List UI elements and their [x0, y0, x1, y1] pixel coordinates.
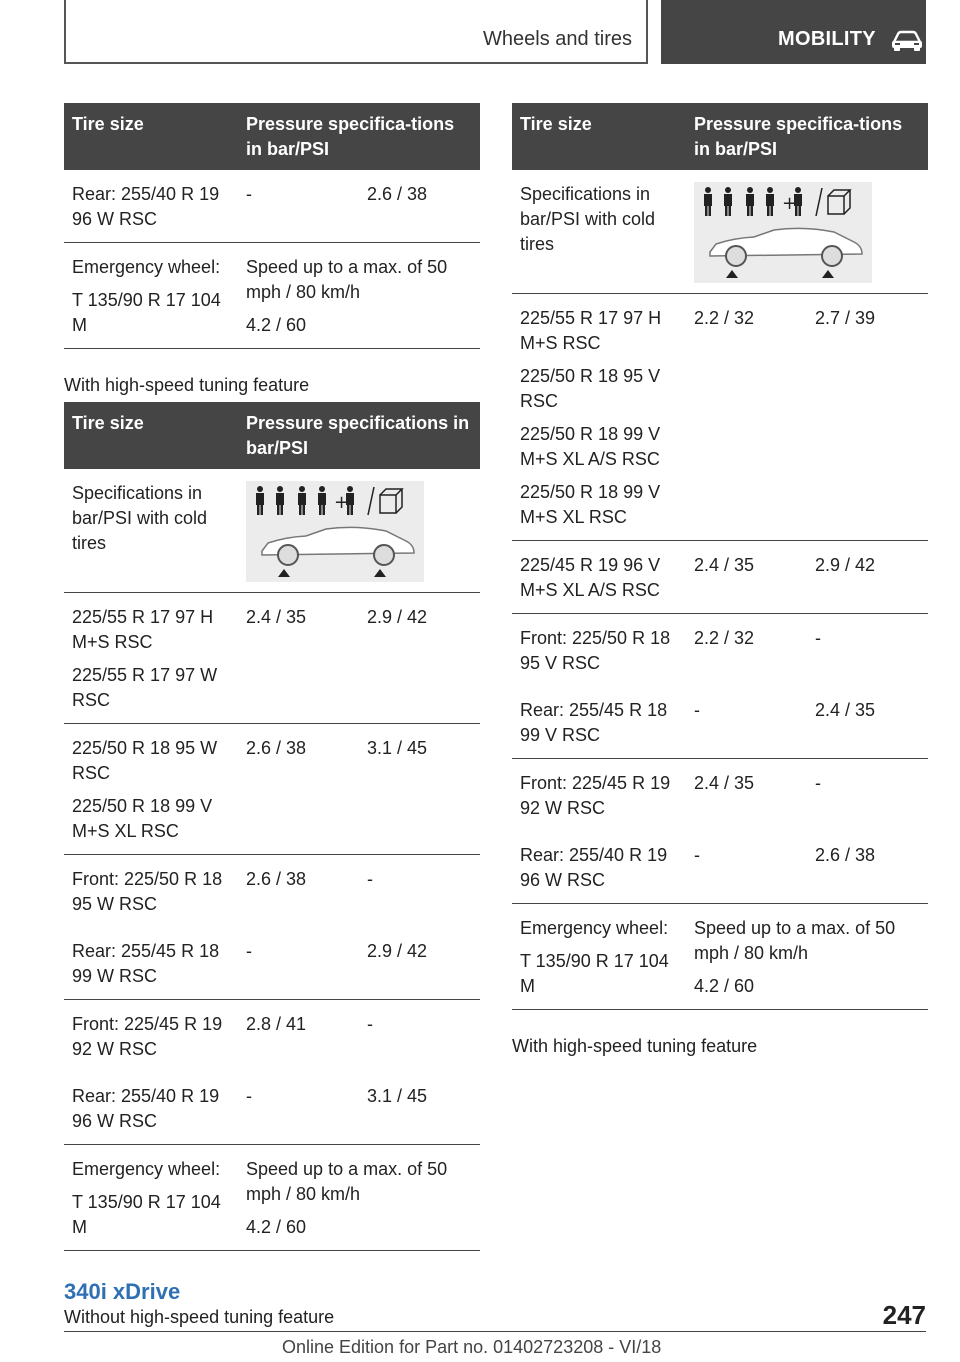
tire-size-cell — [512, 541, 686, 614]
tire-pressure-table-high-speed — [64, 402, 480, 1251]
cell-text: 2.2 / 32 — [694, 308, 755, 328]
tire-size-cell — [64, 593, 238, 724]
table-row — [512, 831, 928, 904]
table-row — [64, 170, 480, 243]
header-left-frame — [64, 0, 648, 64]
cell-text: 2.6 / 38 — [367, 184, 428, 204]
pressure-normal-cell — [686, 614, 807, 687]
person-icon — [318, 486, 326, 515]
person-icon — [276, 486, 284, 515]
pressure-loaded-cell — [359, 170, 480, 243]
tire-size-cell — [512, 759, 686, 832]
col-header-pressure: Pressure specifications in bar/PSI — [238, 402, 480, 469]
load-condition-figure — [246, 481, 424, 582]
tire-size-cell — [64, 724, 238, 855]
cell-text: 225/50 R 18 99 V M+S XL RSC — [72, 796, 213, 841]
cell-text: 2.6 / 38 — [815, 845, 876, 865]
pressure-normal-cell — [238, 170, 359, 243]
tire-size-cell — [64, 927, 238, 1000]
cell-text: Front: 225/45 R 19 92 W RSC — [520, 773, 671, 818]
left-column — [64, 103, 480, 1328]
pressure-normal-cell — [238, 1000, 359, 1073]
pressure-normal-cell — [238, 855, 359, 928]
pressure-loaded-cell — [359, 593, 480, 724]
right-column — [512, 103, 928, 1063]
tire-size-cell — [64, 1072, 238, 1145]
person-icon — [256, 486, 264, 515]
luggage-icon — [380, 489, 402, 513]
car-icon — [891, 30, 923, 52]
tire-size-cell — [64, 243, 238, 349]
svg-text:+: + — [334, 492, 350, 513]
pressure-cell — [238, 243, 480, 349]
pressure-loaded-cell — [807, 541, 928, 614]
table-header-row — [64, 103, 480, 170]
table-header-row — [64, 402, 480, 469]
cell-text: 2.4 / 35 — [815, 700, 876, 720]
cell-text: 3.1 / 45 — [367, 1086, 428, 1106]
cell-text: Front: 225/50 R 18 95 V RSC — [520, 628, 671, 673]
pressure-loaded-cell — [807, 614, 928, 687]
pressure-loaded-cell — [807, 831, 928, 904]
cell-text: - — [694, 845, 700, 865]
table-row — [64, 243, 480, 349]
tire-size-cell — [64, 1145, 238, 1251]
edition-note: Online Edition for Part no. 01402723208 - VI/18 — [282, 1337, 662, 1357]
cell-text: - — [815, 773, 821, 793]
pressure-normal-cell — [686, 686, 807, 759]
cell-text: Front: 225/50 R 18 95 W RSC — [72, 869, 223, 914]
pressure-loaded-cell — [359, 855, 480, 928]
col-header-tire-size: Tire size — [512, 103, 686, 170]
cell-text: - — [246, 941, 252, 961]
table-row — [512, 170, 928, 294]
cell-text: Speed up to a max. of 50 mph / 80 km/h — [246, 1159, 448, 1204]
cell-text: Emergency wheel: — [520, 918, 669, 938]
table-row — [512, 541, 928, 614]
pressure-cell — [238, 1145, 480, 1251]
tire-size-cell — [512, 614, 686, 687]
col-header-tire-size: Tire size — [64, 402, 238, 469]
cell-text: 2.4 / 35 — [694, 555, 755, 575]
cell-text: 225/55 R 17 97 H M+S RSC — [72, 607, 214, 652]
table-row — [64, 1072, 480, 1145]
cell-text: Rear: 255/45 R 18 99 W RSC — [72, 941, 220, 986]
high-speed-note-right: With high-speed tuning feature — [512, 1036, 758, 1056]
load-figure-cell — [238, 469, 480, 593]
chapter-title: MOBILITY — [778, 28, 876, 50]
cell-text: Rear: 255/40 R 19 96 W RSC — [520, 845, 668, 890]
cell-text: 2.4 / 35 — [694, 773, 755, 793]
pressure-normal-cell — [686, 759, 807, 832]
cell-text: Rear: 255/45 R 18 99 V RSC — [520, 700, 668, 745]
load-figure-cell — [686, 170, 928, 294]
cell-text: 2.9 / 42 — [367, 941, 428, 961]
section-title: Wheels and tires — [483, 28, 632, 50]
pressure-loaded-cell — [807, 294, 928, 541]
pressure-loaded-cell — [807, 686, 928, 759]
table-row — [512, 614, 928, 687]
cell-text: - — [367, 869, 373, 889]
table-row — [512, 759, 928, 832]
high-speed-note: With high-speed tuning feature — [64, 375, 310, 395]
table-row — [512, 686, 928, 759]
cell-text: 2.2 / 32 — [694, 628, 755, 648]
col-header-pressure: Pressure specifica-tions in bar/PSI — [238, 103, 480, 170]
cell-text: 225/50 R 18 99 V M+S XL A/S RSC — [520, 424, 661, 469]
cell-text: 2.6 / 38 — [246, 738, 307, 758]
cell-text: 2.9 / 42 — [367, 607, 428, 627]
cell-text: 225/50 R 18 99 V M+S XL RSC — [520, 482, 661, 527]
table-header-row — [512, 103, 928, 170]
cell-text: - — [694, 700, 700, 720]
load-condition-figure — [694, 182, 872, 283]
cell-text: - — [246, 184, 252, 204]
person-icon — [704, 187, 712, 216]
pressure-loaded-cell — [359, 1072, 480, 1145]
person-icon — [766, 187, 774, 216]
person-icon — [724, 187, 732, 216]
tire-size-cell — [512, 294, 686, 541]
cell-text: T 135/90 R 17 104 M — [520, 951, 669, 996]
pressure-loaded-cell — [359, 724, 480, 855]
table-row — [64, 855, 480, 928]
pressure-loaded-cell — [807, 759, 928, 832]
person-icon — [298, 486, 306, 515]
cell-text: 2.6 / 38 — [246, 869, 307, 889]
table-row — [64, 469, 480, 593]
cell-text: T 135/90 R 17 104 M — [72, 1192, 221, 1237]
table-row — [512, 904, 928, 1010]
cell-text: Rear: 255/40 R 19 96 W RSC — [72, 1086, 220, 1131]
tire-size-cell — [64, 1000, 238, 1073]
spec-label: Specifications in bar/PSI with cold tires — [64, 469, 238, 593]
tire-size-cell — [64, 855, 238, 928]
cell-text: Speed up to a max. of 50 mph / 80 km/h — [694, 918, 896, 963]
svg-text:+: + — [782, 193, 798, 214]
cell-text: 4.2 / 60 — [246, 315, 307, 335]
cell-text: 2.8 / 41 — [246, 1014, 307, 1034]
cell-text: 225/45 R 19 96 V M+S XL A/S RSC — [520, 555, 661, 600]
cell-text: 4.2 / 60 — [694, 976, 755, 996]
pressure-normal-cell — [686, 294, 807, 541]
pressure-normal-cell — [686, 541, 807, 614]
cell-text: Rear: 255/40 R 19 96 W RSC — [72, 184, 220, 229]
tire-pressure-table-continued — [64, 103, 480, 349]
pressure-normal-cell — [238, 1072, 359, 1145]
table-row — [64, 1000, 480, 1073]
table-row — [64, 927, 480, 1000]
cell-text: Speed up to a max. of 50 mph / 80 km/h — [246, 257, 448, 302]
without-high-speed-note: Without high-speed tuning feature — [64, 1307, 335, 1327]
pressure-loaded-cell — [359, 927, 480, 1000]
cell-text: 2.9 / 42 — [815, 555, 876, 575]
col-header-pressure: Pressure specifica-tions in bar/PSI — [686, 103, 928, 170]
col-header-tire-size: Tire size — [64, 103, 238, 170]
person-icon — [746, 187, 754, 216]
luggage-icon — [828, 190, 850, 214]
pressure-cell — [686, 904, 928, 1010]
cell-text: - — [246, 1086, 252, 1106]
pressure-normal-cell — [238, 927, 359, 1000]
cell-text: 4.2 / 60 — [246, 1217, 307, 1237]
table-row — [64, 1145, 480, 1251]
cell-text: 2.7 / 39 — [815, 308, 876, 328]
cell-text: Emergency wheel: — [72, 257, 221, 277]
cell-text: 225/50 R 18 95 V RSC — [520, 366, 661, 411]
cell-text: 225/50 R 18 95 W RSC — [72, 738, 218, 783]
chapter-tab — [661, 0, 926, 64]
page-number: 247 — [882, 1300, 926, 1330]
table-row — [64, 724, 480, 855]
table-row — [64, 593, 480, 724]
tire-size-cell — [512, 904, 686, 1010]
tire-size-cell — [64, 170, 238, 243]
cell-text: 2.4 / 35 — [246, 607, 307, 627]
cell-text: 225/55 R 17 97 W RSC — [72, 665, 218, 710]
pressure-normal-cell — [238, 724, 359, 855]
spec-label: Specifications in bar/PSI with cold tires — [512, 170, 686, 294]
tire-pressure-table-340i — [512, 103, 928, 1010]
cell-text: T 135/90 R 17 104 M — [72, 290, 221, 335]
pressure-normal-cell — [686, 831, 807, 904]
model-heading: 340i xDrive — [64, 1279, 181, 1304]
cell-text: 225/55 R 17 97 H M+S RSC — [520, 308, 662, 353]
cell-text: 3.1 / 45 — [367, 738, 428, 758]
footer-divider — [64, 1331, 926, 1332]
cell-text: - — [815, 628, 821, 648]
cell-text: Emergency wheel: — [72, 1159, 221, 1179]
pressure-loaded-cell — [359, 1000, 480, 1073]
table-row — [512, 294, 928, 541]
tire-size-cell — [512, 831, 686, 904]
cell-text: - — [367, 1014, 373, 1034]
pressure-normal-cell — [238, 593, 359, 724]
tire-size-cell — [512, 686, 686, 759]
cell-text: Front: 225/45 R 19 92 W RSC — [72, 1014, 223, 1059]
